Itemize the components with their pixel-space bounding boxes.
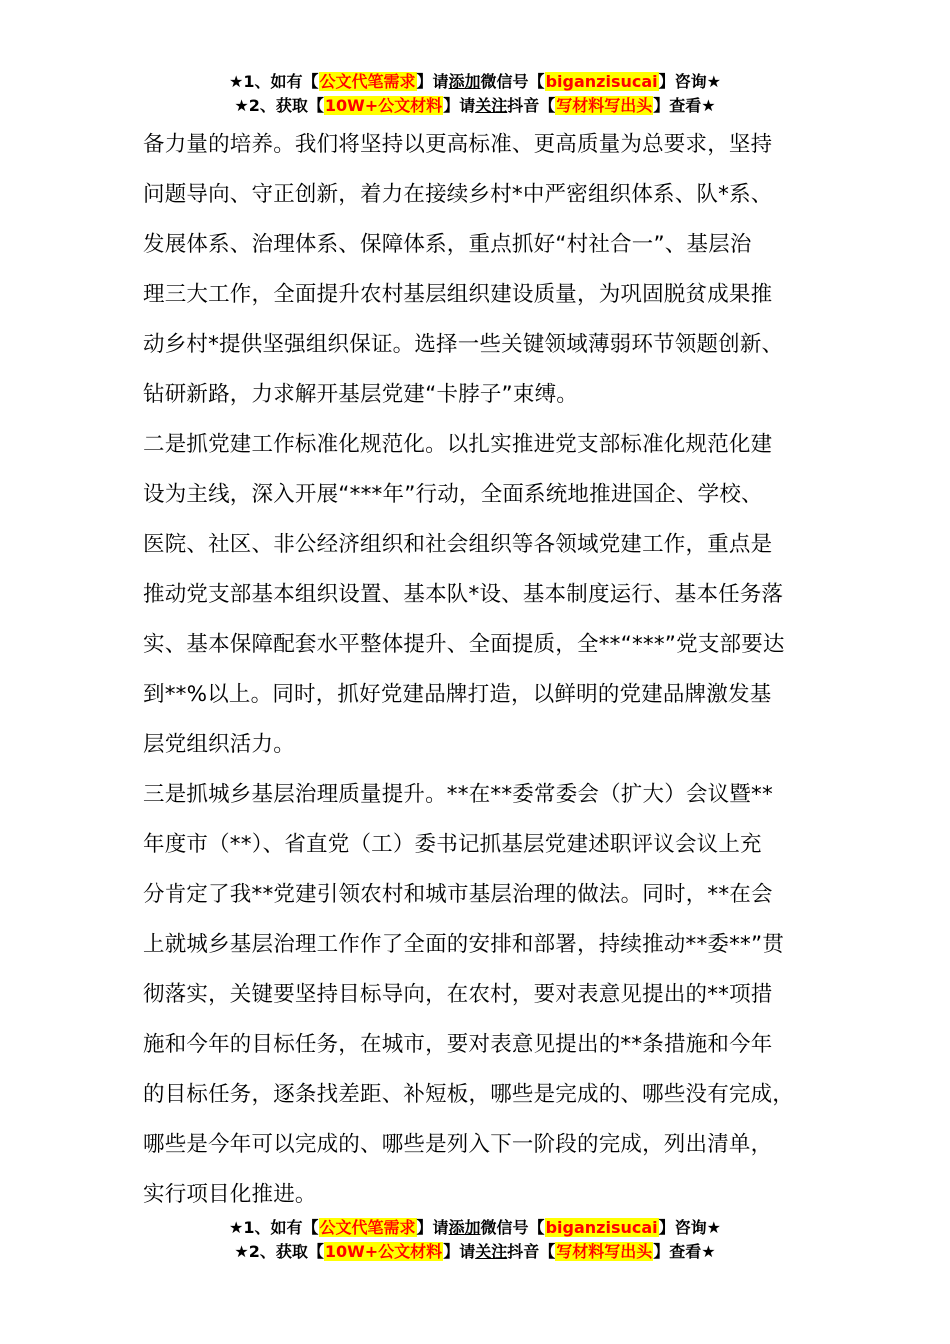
text-line: 哪些是今年可以完成的、哪些是列入下一阶段的完成，列出清单， <box>143 1132 773 1157</box>
banner-underline: 关注 <box>475 96 508 115</box>
banner-text: 】请 <box>443 96 476 115</box>
banner-highlight: 公文代笔需求 <box>319 72 416 91</box>
banner-text: 微信号【 <box>480 72 545 91</box>
document-body <box>143 120 833 1220</box>
banner-line-1 <box>0 1216 950 1240</box>
banner-text: 】请 <box>443 1242 476 1261</box>
text-line: 分肯定了我**党建引领农村和城市基层治理的做法。同时，**在会 <box>143 882 773 907</box>
text-line: 年度市（**）、省直党（工）委书记抓基层党建述职评议会议上充 <box>143 832 762 857</box>
text-line: 钻研新路，力求解开基层党建“卡脖子”束缚。 <box>143 382 578 407</box>
banner-text: 】请 <box>416 72 449 91</box>
text-line: 问题导向、守正创新，着力在接续乡村*中严密组织体系、队*系、 <box>143 182 773 207</box>
text-line: 备力量的培养。我们将坚持以更高标准、更高质量为总要求，坚持 <box>143 132 773 157</box>
text-line: 设为主线，深入开展“***年”行动，全面系统地推进国企、学校、 <box>143 482 763 507</box>
text-line: 二是抓党建工作标准化规范化。以扎实推进党支部标准化规范化建 <box>143 432 773 457</box>
text-line: 动乡村*提供坚强组织保证。选择一些关键领域薄弱环节领题创新、 <box>143 332 784 357</box>
banner-highlight: 10W+公文材料 <box>324 96 443 115</box>
banner-text: 】请 <box>416 1218 449 1237</box>
banner-highlight: biganzisucai <box>545 1218 658 1237</box>
footer-banner <box>0 1216 950 1264</box>
header-banner <box>0 70 950 118</box>
banner-highlight: 写材料写出头 <box>556 1242 653 1261</box>
banner-text: 】咨询★ <box>658 72 721 91</box>
banner-line-2 <box>0 94 950 118</box>
text-line: 的目标任务，逐条找差距、补短板，哪些是完成的、哪些没有完成， <box>143 1082 795 1107</box>
banner-underline: 关注 <box>475 1242 508 1261</box>
banner-text: 】查看★ <box>653 96 716 115</box>
text-line: 发展体系、治理体系、保障体系，重点抓好“村社合一”、基层治 <box>143 232 752 257</box>
banner-highlight: biganzisucai <box>545 72 658 91</box>
banner-text: 抖音【 <box>507 96 556 115</box>
text-line: 上就城乡基层治理工作作了全面的安排和部署，持续推动**委**”贯 <box>143 932 785 957</box>
text-line: 到**%以上。同时，抓好党建品牌打造，以鲜明的党建品牌激发基 <box>143 682 772 707</box>
text-line: 推动党支部基本组织设置、基本队*设、基本制度运行、基本任务落 <box>143 582 784 607</box>
banner-line-2 <box>0 1240 950 1264</box>
paragraph-3 <box>143 770 833 1220</box>
text-line: 实行项目化推进。 <box>143 1182 317 1207</box>
banner-text: 】查看★ <box>653 1242 716 1261</box>
banner-line-1 <box>0 70 950 94</box>
text-line: 层党组织活力。 <box>143 732 295 757</box>
banner-text: ★1、如有【 <box>229 72 319 91</box>
paragraph-1 <box>143 120 833 420</box>
paragraph-2 <box>143 420 833 770</box>
text-line: 实、基本保障配套水平整体提升、全面提质，全**“***”党支部要达 <box>143 632 785 657</box>
banner-underline: 添加 <box>448 1218 481 1237</box>
banner-text: ★2、获取【 <box>234 96 324 115</box>
banner-underline: 添加 <box>448 72 481 91</box>
text-line: 施和今年的目标任务，在城市，要对表意见提出的**条措施和今年 <box>143 1032 773 1057</box>
banner-text: 微信号【 <box>480 1218 545 1237</box>
banner-text: ★1、如有【 <box>229 1218 319 1237</box>
text-line: 三是抓城乡基层治理质量提升。**在**委常委会（扩大）会议暨** <box>143 782 773 807</box>
text-line: 医院、社区、非公经济组织和社会组织等各领域党建工作，重点是 <box>143 532 773 557</box>
banner-text: 】咨询★ <box>658 1218 721 1237</box>
banner-text: 抖音【 <box>507 1242 556 1261</box>
text-line: 彻落实，关键要坚持目标导向，在农村，要对表意见提出的**项措 <box>143 982 773 1007</box>
banner-highlight: 公文代笔需求 <box>319 1218 416 1237</box>
banner-highlight: 10W+公文材料 <box>324 1242 443 1261</box>
text-line: 理三大工作，全面提升农村基层组织建设质量，为巩固脱贫成果推 <box>143 282 773 307</box>
banner-highlight: 写材料写出头 <box>556 96 653 115</box>
banner-text: ★2、获取【 <box>234 1242 324 1261</box>
